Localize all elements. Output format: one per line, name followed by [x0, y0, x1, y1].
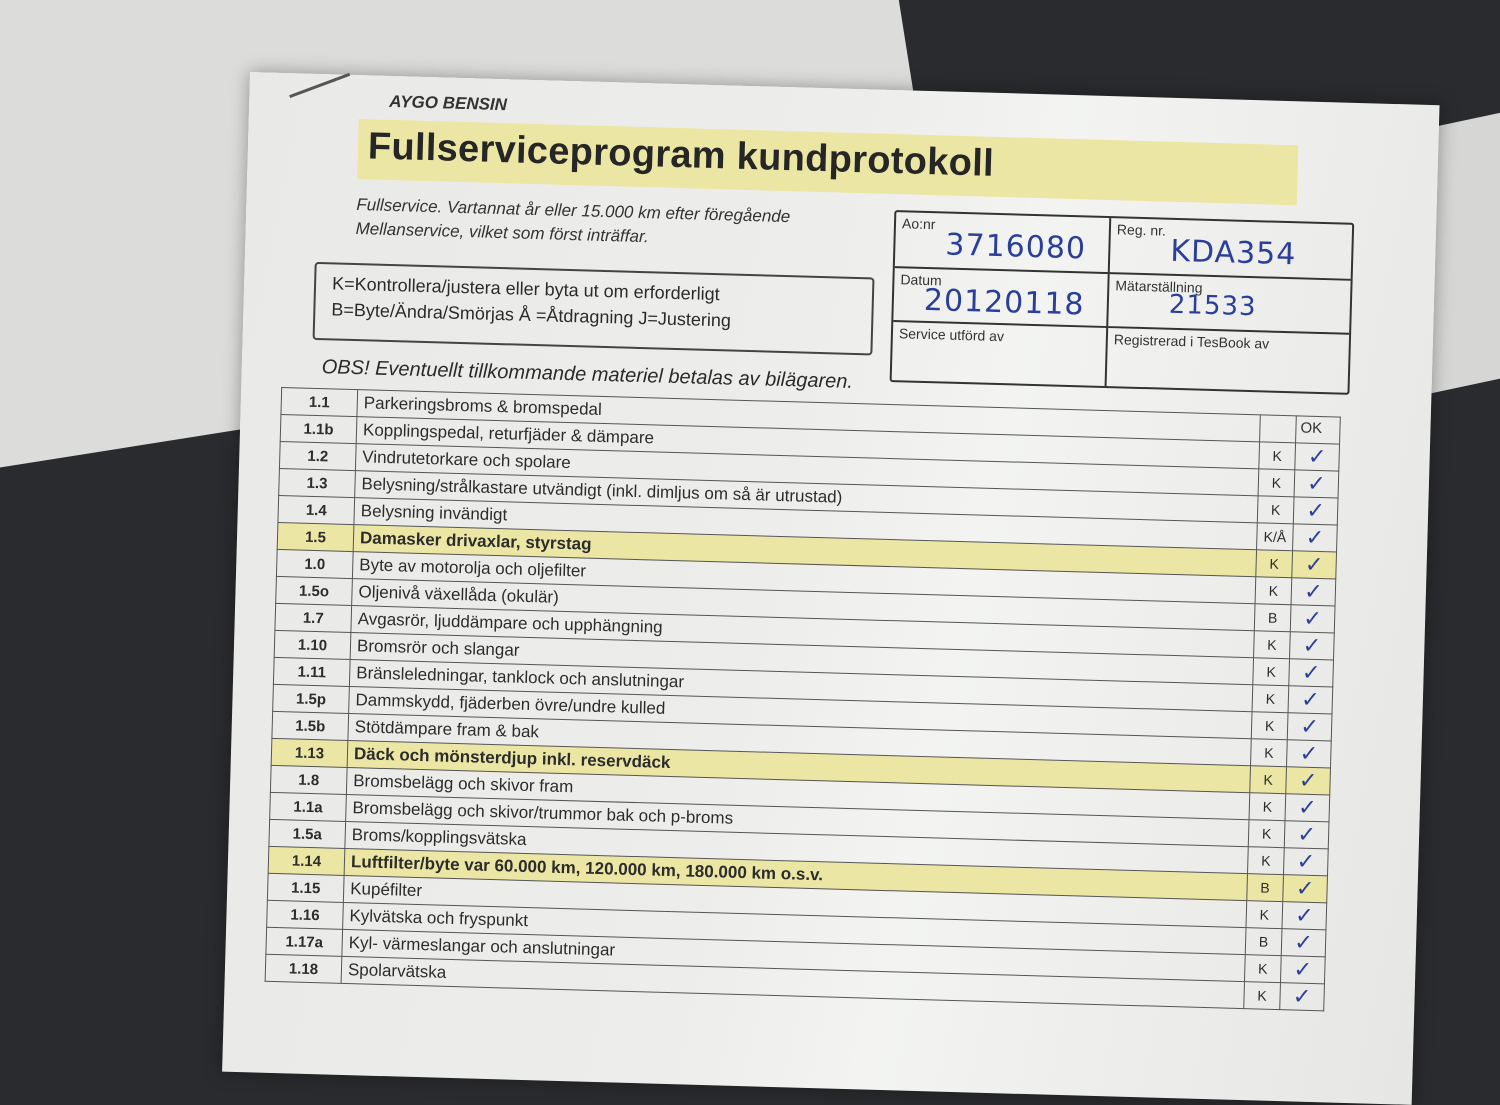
item-ok-check: ✓ [1281, 929, 1326, 957]
datum-label: Datum [900, 271, 942, 289]
matar-label: Mätarställning [1115, 277, 1203, 296]
registrerad-label: Registrerad i TesBook av [1113, 331, 1270, 352]
item-ok-check: ✓ [1290, 632, 1335, 660]
item-number: 1.8 [270, 765, 347, 794]
service-protocol-sheet [222, 72, 1439, 1105]
item-number: 1.1 [281, 388, 358, 417]
ao-value: 3716080 [944, 227, 1087, 267]
legend-box [313, 262, 875, 356]
item-number: 1.1b [280, 414, 357, 443]
item-description: Kylvätska och fryspunkt [343, 902, 1246, 954]
item-number: 1.5p [273, 684, 350, 713]
item-code: K [1249, 793, 1286, 821]
item-description: Bränsleledningar, tanklock och anslutningar [349, 660, 1252, 712]
item-description: Oljenivå växellåda (okulär) [352, 579, 1255, 631]
item-description: Parkeringsbroms & bromspedal [357, 390, 1260, 442]
item-number: 1.0 [276, 549, 353, 578]
item-code: K [1246, 901, 1283, 929]
item-ok-check: ✓ [1284, 821, 1329, 849]
item-code: K [1259, 442, 1296, 470]
item-ok-check: ✓ [1285, 794, 1330, 822]
item-number: 1.17a [266, 927, 343, 956]
matar-cell [1108, 274, 1350, 335]
item-description: Damasker drivaxlar, styrstag [353, 525, 1256, 577]
item-ok-check: ✓ [1293, 497, 1338, 525]
item-description: Bromsrör och slangar [350, 633, 1253, 685]
datum-cell [893, 268, 1109, 328]
item-number: 1.7 [275, 603, 352, 632]
item-ok-check: ✓ [1295, 443, 1340, 471]
reg-label: Reg. nr. [1116, 221, 1167, 239]
obs-note: OBS! Eventuellt tillkommande materiel betalas av bilägaren. [321, 356, 854, 393]
item-number: 1.10 [274, 630, 351, 659]
item-description: Spolarvätska [341, 956, 1244, 1008]
item-description: Broms/kopplingsvätska [345, 821, 1248, 873]
item-description: Kopplingspedal, returfjäder & dämpare [356, 417, 1259, 469]
item-ok-check: ✓ [1292, 551, 1337, 579]
item-code: K [1250, 766, 1287, 794]
item-number: 1.3 [279, 468, 356, 497]
legend-line-2: B=Byte/Ändra/Smörjas Å =Åtdragning J=Justering [331, 299, 732, 331]
item-number: 1.5o [276, 576, 353, 605]
item-code: K [1251, 739, 1288, 767]
pen-stroke [289, 73, 350, 98]
item-number: 1.11 [273, 657, 350, 686]
item-ok-check: ✓ [1294, 470, 1339, 498]
item-description: Belysning/strålkastare utvändigt (inkl. dimljus om så är utrustad) [355, 471, 1258, 523]
item-ok-check: ✓ [1280, 956, 1325, 984]
item-code: K [1251, 712, 1288, 740]
item-description: Vindrutetorkare och spolare [355, 444, 1258, 496]
item-code: K [1244, 982, 1281, 1010]
item-description: Stötdämpare fram & bak [348, 714, 1251, 766]
item-ok-check: ✓ [1282, 902, 1327, 930]
item-code: K [1254, 631, 1291, 659]
ao-label: Ao:nr [901, 215, 936, 233]
item-description: Luftfilter/byte var 60.000 km, 120.000 km, 180.000 km o.s.v. [344, 848, 1247, 900]
item-code: B [1247, 874, 1284, 902]
item-number: 1.4 [278, 495, 355, 524]
item-number: 1.5 [277, 522, 354, 551]
item-number: 1.5a [269, 819, 346, 848]
item-ok-check: ✓ [1280, 983, 1325, 1011]
item-description: Däck och mönsterdjup inkl. reservdäck [347, 740, 1250, 792]
item-number: 1.16 [267, 900, 344, 929]
item-ok-check: ✓ [1293, 524, 1338, 552]
item-number: 1.18 [265, 954, 342, 983]
item-ok-check: ✓ [1287, 713, 1332, 741]
item-code: K [1248, 847, 1285, 875]
item-description: Kyl- värmeslangar och anslutningar [342, 929, 1245, 981]
item-ok-check: ✓ [1289, 659, 1334, 687]
order-info-box [890, 210, 1355, 395]
item-description: Bromsbelägg och skivor fram [346, 767, 1249, 819]
item-code: K [1257, 496, 1294, 524]
item-ok-check: ✓ [1288, 686, 1333, 714]
item-code: B [1254, 604, 1291, 632]
item-ok-check: ✓ [1286, 767, 1331, 795]
item-number: 1.1a [270, 792, 347, 821]
item-code: K [1248, 820, 1285, 848]
item-ok-check [1296, 416, 1341, 444]
item-ok-check: ✓ [1283, 848, 1328, 876]
item-ok-check: ✓ [1287, 740, 1332, 768]
reg-value: KDA354 [1169, 233, 1297, 273]
service-cell [892, 322, 1109, 386]
ao-cell [895, 212, 1111, 274]
item-number: 1.5b [272, 711, 349, 740]
item-code: K [1244, 955, 1281, 983]
item-code: K [1252, 685, 1289, 713]
item-description: Dammskydd, fjäderben övre/undre kulled [349, 687, 1252, 739]
page-title: Fullserviceprogram kundprotokoll [367, 125, 995, 185]
ok-column-header: OK [1300, 419, 1323, 438]
service-label: Service utförd av [898, 325, 1005, 345]
legend-line-1: K=Kontrollera/justera eller byta ut om erforderligt [331, 273, 720, 305]
item-ok-check: ✓ [1291, 578, 1336, 606]
reg-cell [1110, 218, 1352, 281]
item-code: K [1253, 658, 1290, 686]
item-code: K/Å [1257, 523, 1294, 551]
item-number: 1.15 [267, 873, 344, 902]
datum-value: 20120118 [923, 282, 1086, 323]
item-code: K [1256, 550, 1293, 578]
matar-value: 21533 [1168, 289, 1257, 323]
item-code: B [1245, 928, 1282, 956]
registrerad-cell [1107, 328, 1350, 393]
item-description: Bromsbelägg och skivor/trummor bak och p-broms [346, 794, 1249, 846]
item-description: Avgasrör, ljuddämpare och upphängning [351, 606, 1254, 658]
item-description: Kupéfilter [343, 875, 1246, 927]
car-model: AYGO BENSIN [388, 91, 508, 115]
item-ok-check: ✓ [1290, 605, 1335, 633]
item-number: 1.13 [271, 738, 348, 767]
item-number: 1.2 [279, 441, 356, 470]
item-description: Byte av motorolja och oljefilter [352, 552, 1255, 604]
item-number: 1.14 [268, 846, 345, 875]
item-code: K [1258, 469, 1295, 497]
intro-text: Fullservice. Vartannat år eller 15.000 km efter föregående Mellanservice, vilket som först inträffar. [355, 195, 791, 247]
item-code [1260, 415, 1297, 443]
item-description: Belysning invändigt [354, 498, 1257, 550]
item-code: K [1255, 577, 1292, 605]
item-ok-check: ✓ [1283, 875, 1328, 903]
service-checklist [265, 387, 1341, 1011]
